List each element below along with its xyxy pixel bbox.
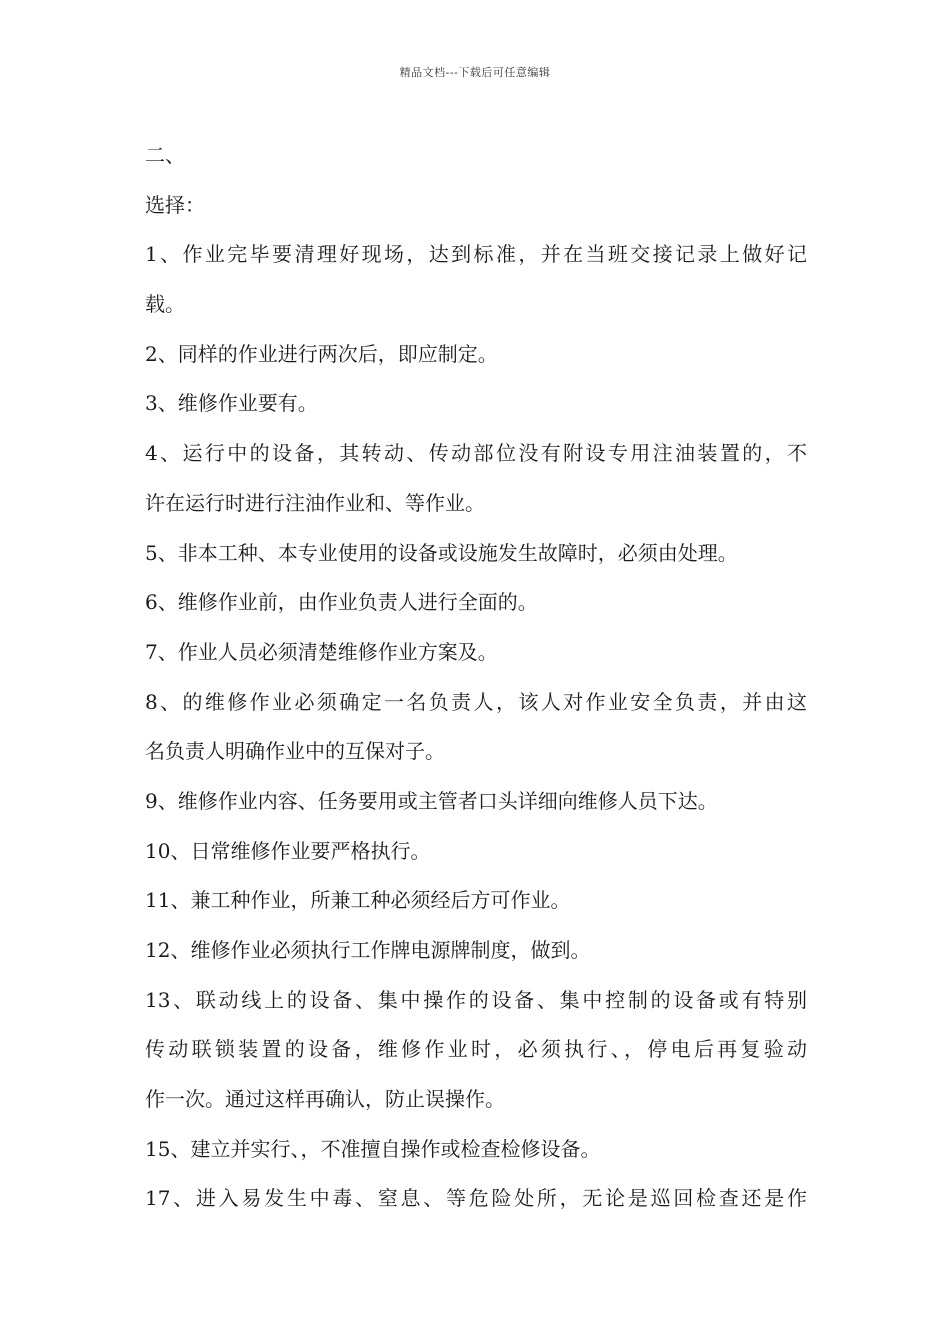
- text-line: 5、非本工种、本专业使用的设备或设施发生故障时，必须由处理。: [145, 540, 738, 565]
- text-line: 10、日常维修作业要严格执行。: [145, 838, 431, 863]
- text-line: 4、运行中的设备，其转动、传动部位没有附设专用注油装置的，不: [145, 441, 807, 466]
- text-line: 载。: [145, 292, 185, 317]
- text-line: 13、联动线上的设备、集中操作的设备、集中控制的设备或有特别: [145, 987, 807, 1012]
- text-line: 6、维修作业前，由作业负责人进行全面的。: [145, 590, 538, 615]
- document-body: [145, 131, 807, 1224]
- text-line: 名负责人明确作业中的互保对子。: [145, 739, 445, 764]
- text-line: 7、作业人员必须清楚维修作业方案及。: [145, 639, 498, 664]
- text-line: 17、进入易发生中毒、窒息、等危险处所，无论是巡回检查还是作: [145, 1186, 807, 1211]
- text-line: 作一次。通过这样再确认，防止误操作。: [145, 1087, 505, 1112]
- section-heading: 二、: [145, 143, 185, 167]
- text-line: 8、的维修作业必须确定一名负责人，该人对作业安全负责，并由这: [145, 689, 807, 714]
- text-line: 11、兼工种作业，所兼工种必须经后方可作业。: [145, 888, 571, 913]
- text-line: 传动联锁装置的设备，维修作业时，必须执行、，停电后再复验动: [145, 1037, 807, 1062]
- text-line: 1、作业完毕要清理好现场，达到标准，并在当班交接记录上做好记: [145, 242, 807, 267]
- text-line: 15、建立并实行、，不准擅自操作或检查检修设备。: [145, 1136, 601, 1161]
- text-line: 许在运行时进行注油作业和、等作业。: [145, 490, 485, 515]
- text-line: 2、同样的作业进行两次后，即应制定。: [145, 341, 498, 366]
- text-line: 12、维修作业必须执行工作牌电源牌制度，做到。: [145, 938, 591, 962]
- text-line: 3、维修作业要有。: [145, 391, 318, 416]
- text-line: 9、维修作业内容、任务要用或主管者口头详细向维修人员下达。: [145, 788, 718, 813]
- section-subheading: 选择：: [145, 192, 205, 217]
- page-header: 精品文档---下载后可任意编辑: [399, 66, 551, 79]
